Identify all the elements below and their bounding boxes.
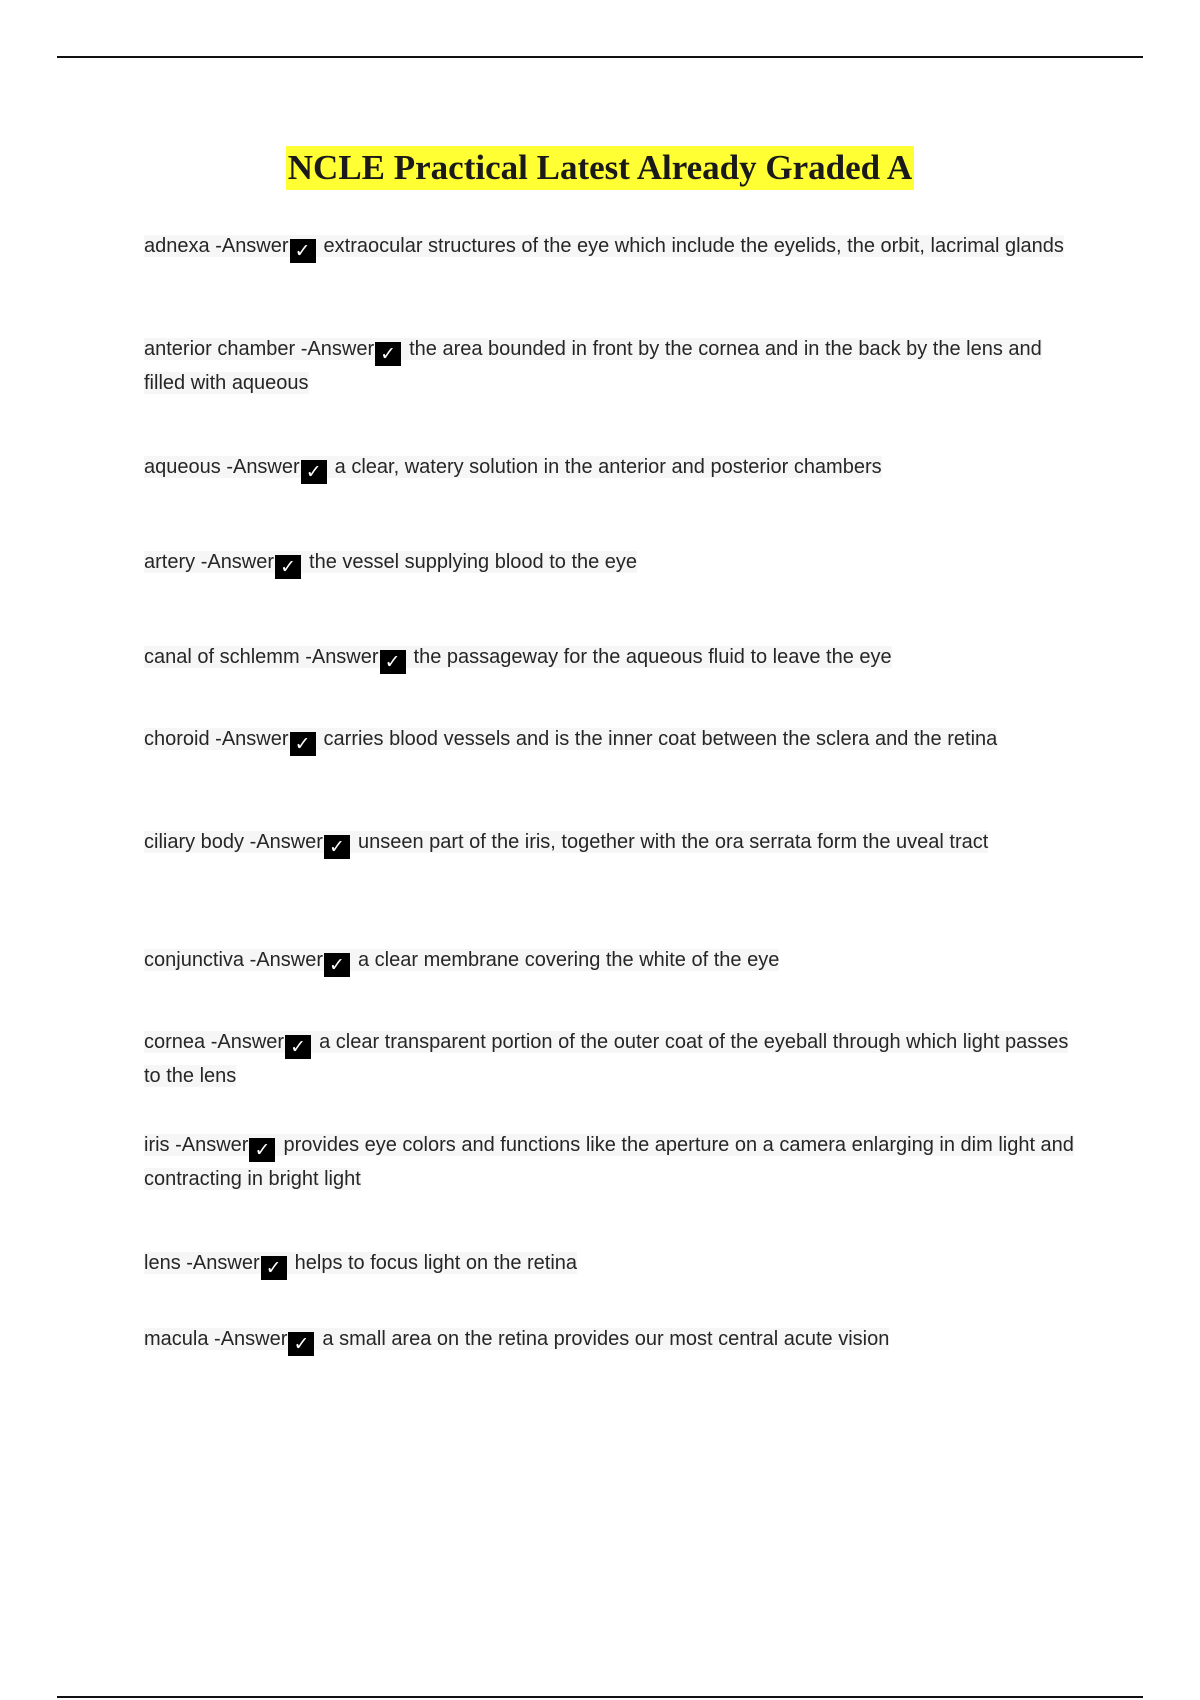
check-box-icon: ✓ [380, 650, 406, 674]
list-item [144, 943, 1084, 977]
answer-marker: -Answer [175, 1134, 249, 1156]
entry-term: iris [144, 1134, 170, 1156]
entry-term: cornea [144, 1031, 206, 1053]
list-item [144, 722, 1084, 756]
answer-marker: -Answer [210, 1031, 285, 1053]
entry-definition: carries blood vessels and is the inner coat between the sclera and the retina [323, 728, 998, 750]
entry-term: macula [144, 1328, 209, 1350]
answer-marker: -Answer [249, 831, 323, 853]
entry-definition: the area bounded in front by the cornea and in the back by the lens and filled with aqueous [144, 338, 1042, 394]
list-item [144, 1246, 1084, 1280]
entry-definition: a clear, watery solution in the anterior and posterior chambers [334, 456, 882, 478]
top-rule [57, 56, 1143, 58]
list-item [144, 1025, 1084, 1093]
title-block [0, 146, 1200, 190]
check-box-icon: ✓ [301, 460, 327, 484]
answer-marker: -Answer [249, 949, 323, 971]
answer-marker: -Answer [214, 1328, 288, 1350]
check-box-icon: ✓ [275, 555, 301, 579]
entry-definition: a clear membrane covering the white of the eye [357, 949, 780, 971]
entry-definition: unseen part of the iris, together with the ora serrata form the uveal tract [357, 831, 989, 853]
entry-definition: a small area on the retina provides our most central acute vision [322, 1328, 890, 1350]
list-item [144, 229, 1084, 263]
entry-term: canal of schlemm [144, 646, 300, 668]
entry-definition: provides eye colors and functions like the aperture on a camera enlarging in dim light and contracting in bright light [144, 1134, 1074, 1190]
check-box-icon: ✓ [290, 732, 316, 756]
answer-marker: -Answer [215, 728, 289, 750]
list-item [144, 825, 1084, 859]
answer-marker: -Answer [226, 456, 300, 478]
entry-term: anterior chamber [144, 338, 296, 360]
entry-term: conjunctiva [144, 949, 245, 971]
entry-definition: the passageway for the aqueous fluid to leave the eye [413, 646, 892, 668]
list-item [144, 1322, 1084, 1356]
list-item [144, 450, 1084, 484]
check-box-icon: ✓ [324, 953, 350, 977]
check-box-icon: ✓ [261, 1256, 287, 1280]
check-box-icon: ✓ [288, 1332, 314, 1356]
check-box-icon: ✓ [249, 1138, 275, 1162]
entry-term: adnexa [144, 235, 210, 257]
entry-definition: helps to focus light on the retina [294, 1252, 578, 1274]
list-item [144, 1128, 1084, 1196]
answer-marker: -Answer [300, 338, 375, 360]
check-box-icon: ✓ [290, 239, 316, 263]
entry-definition: a clear transparent portion of the outer coat of the eyeball through which light passes to the lens [144, 1031, 1069, 1087]
bottom-rule [57, 1696, 1143, 1698]
entry-term: aqueous [144, 456, 221, 478]
check-box-icon: ✓ [285, 1035, 311, 1059]
page-title: NCLE Practical Latest Already Graded A [286, 146, 914, 190]
entry-term: artery [144, 551, 196, 573]
entry-definition: the vessel supplying blood to the eye [309, 551, 638, 573]
check-box-icon: ✓ [324, 835, 350, 859]
entry-definition: extraocular structures of the eye which include the eyelids, the orbit, lacrimal glands [323, 235, 1064, 257]
list-item [144, 545, 1084, 579]
answer-marker: -Answer [305, 646, 379, 668]
entry-term: choroid [144, 728, 210, 750]
entry-term: lens [144, 1252, 181, 1274]
answer-marker: -Answer [200, 551, 275, 573]
list-item [144, 332, 1084, 400]
answer-marker: -Answer [215, 235, 289, 257]
answer-marker: -Answer [186, 1252, 260, 1274]
check-box-icon: ✓ [375, 342, 401, 366]
list-item [144, 640, 1084, 674]
entry-term: ciliary body [144, 831, 245, 853]
